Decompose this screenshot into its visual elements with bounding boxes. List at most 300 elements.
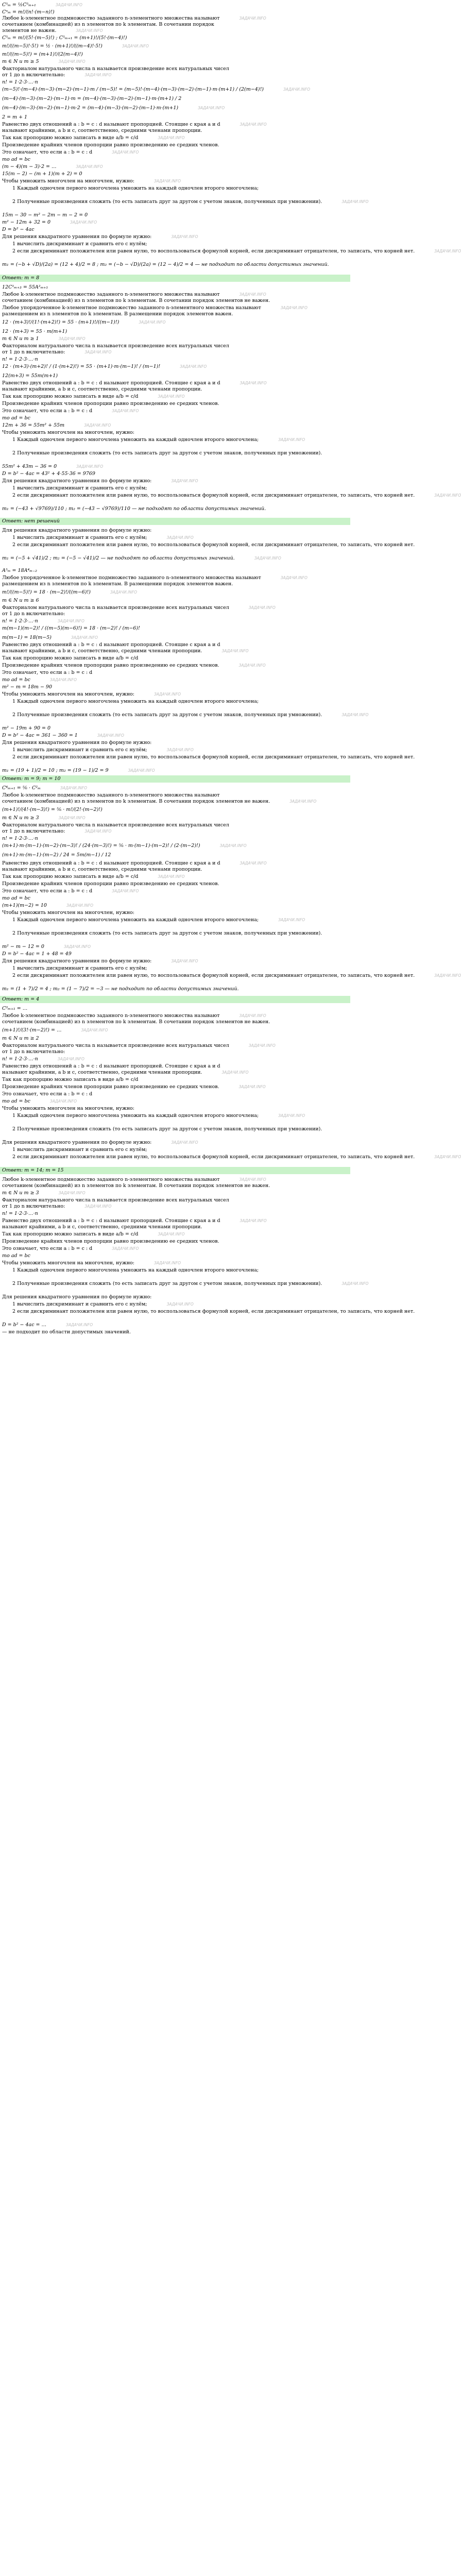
line-text: 1 Каждый одночлен первого многочлена умножить на каждый одночлен второго многочлена; (12, 917, 259, 923)
line-text: то ad = bc (2, 677, 30, 683)
text-line (2, 336, 348, 342)
text-line (2, 733, 348, 739)
text-line (2, 234, 348, 240)
text-line (2, 128, 348, 134)
line-text: 1 Каждый одночлен первого многочлена умножить на каждый одночлен второго многочлена; (12, 699, 259, 704)
text-line (2, 464, 348, 470)
line-text: называют крайними, а b и c, соответственно, средними членами пропорции. (2, 1070, 202, 1075)
text-line (2, 343, 348, 349)
text-line (2, 684, 348, 690)
text-line (2, 87, 348, 93)
text-line (2, 1106, 348, 1112)
line-text: Так как пропорцию можно записать в виде a/b = c/d (2, 135, 139, 141)
line-text: Любое k-элементное подмножество заданного n-элементного множества называют (2, 1013, 220, 1019)
line-text: (m − 4)(m − 3)·2 = … (2, 164, 57, 170)
line-text: 1 Каждый одночлен первого многочлена умножить на каждый одночлен второго многочлена; (12, 1113, 259, 1118)
watermark: ЗАДАЧИ.INFO (180, 364, 207, 369)
line-text: m ∈ N и m ≥ 5 (2, 59, 39, 64)
text-line (2, 394, 348, 400)
text-line (2, 1091, 348, 1097)
line-text: сочетанием (комбинацией) из n элементов по k элементам. В сочетании порядок элементов не важен. (2, 298, 270, 303)
line-text: C⁵ₘ = m!/(5!·(m−5)!) ; C⁵ₘ₊₁ = (m+1)!/(5!·(m−4)!) (2, 35, 127, 41)
line-text: от 1 до n включительно: (2, 349, 65, 355)
line-text: то ad = bc (2, 415, 30, 421)
watermark: ЗАДАЧИ.INFO (434, 1155, 461, 1159)
text-line (2, 364, 348, 370)
line-text: называют крайними, а b и c, соответственно, средними членами пропорции. (2, 867, 202, 872)
line-text: 1 вычислить дискриминант и сравнить его с нулём; (12, 535, 147, 540)
text-line (2, 28, 348, 34)
watermark: ЗАДАЧИ.INFO (240, 1218, 267, 1223)
text-line (2, 142, 348, 148)
line-text: m ∈ N и m ≥ 6 (2, 598, 39, 603)
line-text: размещением из n элементов по k элементам. В размещении порядок элементов важен. (2, 311, 233, 317)
text-line (2, 1218, 348, 1224)
text-line (8, 699, 348, 705)
line-text: — не подходит по области допустимых значений. (2, 1329, 131, 1335)
text-line (2, 555, 348, 562)
text-line (2, 1322, 348, 1328)
watermark: ЗАДАЧИ.INFO (278, 437, 305, 442)
text-line (2, 471, 348, 477)
text-line (2, 43, 348, 49)
text-line (2, 105, 348, 111)
watermark: ЗАДАЧИ.INFO (81, 1028, 108, 1032)
watermark: ЗАДАЧИ.INFO (221, 649, 249, 653)
text-line (2, 298, 348, 304)
text-line (2, 149, 348, 156)
watermark: ЗАДАЧИ.INFO (97, 733, 124, 738)
watermark: ЗАДАЧИ.INFO (49, 677, 77, 682)
line-text: 12(m+3) = 55m(m+1) (2, 373, 58, 379)
line-text: Любое k-элементное подмножество заданного n-элементного множества называют (2, 292, 220, 297)
text-line (2, 262, 348, 268)
line-text: сочетанием (комбинацией) из n элементов по k элементам. В сочетании порядок элементов не важен. (2, 799, 270, 804)
line-text: 2 если дискриминант положителен или равен нулю, то воспользоваться формулой корней, если дискриминант отрицателен, то записать, что корней нет. (12, 754, 415, 760)
line-text: 2 если дискриминант положителен или равен нулю, то воспользоваться формулой корней, если дискриминант отрицателен, то записать, что корней нет. (12, 973, 415, 978)
line-text: 1 вычислить дискриминант и сравнить его с нулём; (12, 485, 147, 491)
text-line (8, 450, 348, 456)
text-line (2, 822, 348, 828)
watermark: ЗАДАЧИ.INFO (84, 829, 112, 834)
line-text: (m−4)·(m−3)·(m−2)·(m−1)·m·2 = (m−4)·(m−3)·(m−2)·(m−1)·m·(m+1) (2, 105, 179, 111)
text-line (2, 357, 348, 363)
line-text: 1 Каждый одночлен первого многочлена умножить на каждый одночлен второго многочлена; (12, 1267, 259, 1273)
watermark: ЗАДАЧИ.INFO (76, 164, 103, 169)
text-line (2, 1019, 348, 1025)
line-text: называют крайними, а b и c, соответственно, средними членами пропорции. (2, 1224, 202, 1230)
text-line (2, 401, 348, 407)
line-text: D = b² − 4ac = 361 − 360 = 1 (2, 733, 78, 738)
line-text: m₁ = (19 + 1)/2 = 10 ; m₂ = (19 − 1)/2 = 9 (2, 768, 109, 773)
answer-line (2, 1167, 348, 1174)
line-text: m₁ = (−43 + √9769)/110 ; m₂ = (−43 − √9769)/110 — не подходят по области допустимых значений. (2, 506, 266, 512)
text-line (8, 754, 415, 760)
line-text: 2 Полученные произведения сложить (то есть записать друг за другом с учетом знаков, полученных при умножении). (12, 712, 322, 718)
text-line (2, 1239, 348, 1245)
watermark: ЗАДАЧИ.INFO (238, 663, 266, 668)
watermark: ЗАДАЧИ.INFO (112, 889, 139, 893)
text-line (2, 867, 348, 873)
line-text: сочетанием (комбинацией) из n элементов по k элементам. В сочетании порядок (2, 22, 214, 27)
text-line (8, 493, 461, 499)
text-line (2, 1204, 348, 1210)
line-text: Произведение крайних членов пропорции равно произведению ее средних членов. (2, 1239, 219, 1244)
text-line (2, 212, 348, 218)
text-line (8, 1154, 461, 1160)
line-text: Любое упорядоченное k-элементное подмножество заданного n-элементного множества называют (2, 575, 261, 581)
line-text: Факториалом натурального числа n называется произведение всех натуральных чисел (2, 605, 229, 611)
text-line (2, 72, 348, 78)
text-line (2, 171, 348, 177)
line-text: 2 = m + 1 (2, 114, 28, 120)
line-text: Это означает, что если a : b = c : d (2, 1091, 93, 1097)
line-text: Так как пропорцию можно записать в виде a/b = c/d (2, 394, 139, 399)
watermark: ЗАДАЧИ.INFO (280, 306, 308, 310)
text-line (2, 1183, 348, 1189)
text-line (2, 284, 348, 291)
text-line (8, 1126, 348, 1132)
text-line (2, 725, 348, 732)
line-text: Равенство двух отношений a : b = c : d называют пропорцией. Стоящие с края a и d (2, 1218, 220, 1224)
text-line (2, 1027, 348, 1033)
text-line (2, 1063, 348, 1070)
line-text: (m−5)!·(m−4)·(m−3)·(m−2)·(m−1)·m / (m−5)! = (m−5)!·(m−4)·(m−3)·(m−2)·(m−1)·m·(m+1) / (2(m−4)!) (2, 87, 264, 92)
watermark: ЗАДАЧИ.INFO (171, 1140, 198, 1145)
answer-line (2, 776, 348, 782)
text-line (2, 422, 348, 429)
line-text: от 1 до n включительно: (2, 828, 65, 834)
text-line (8, 1281, 369, 1287)
line-text: называют крайними, а b и c, соответственно, средними членами пропорции. (2, 648, 202, 654)
watermark: ЗАДАЧИ.INFO (84, 423, 111, 428)
watermark: ЗАДАЧИ.INFO (58, 59, 86, 64)
text-line (2, 663, 348, 669)
line-text: сочетанием (комбинацией) из n элементов по k элементам. В сочетании порядок элементов не важен. (2, 1019, 270, 1025)
line-text: Любое k-элементное подмножество заданного n-элементного множества называют (2, 1177, 220, 1182)
line-text: C³ₘ₊₁ = … (2, 1006, 28, 1011)
text-line (2, 114, 348, 121)
text-line (2, 1043, 348, 1049)
text-line (8, 712, 369, 718)
line-text: D = b² − 4ac = 1 + 48 = 49 (2, 951, 72, 957)
line-text: Факториалом натурального числа n называется произведение всех натуральных чисел (2, 1043, 229, 1048)
line-text: Чтобы умножить многочлен на многочлен, нужно: (2, 910, 134, 916)
text-line (2, 655, 348, 662)
text-line (2, 15, 348, 22)
watermark: ЗАДАЧИ.INFO (342, 1281, 369, 1286)
text-line (2, 944, 348, 950)
line-text: Это означает, что если a : b = c : d (2, 1246, 93, 1251)
line-text: 2 Полученные произведения сложить (то есть записать друг за другом с учетом знаков, полученных при умножении). (12, 199, 322, 205)
text-line (2, 642, 348, 648)
text-line (2, 611, 348, 617)
line-text: Чтобы умножить многочлен на многочлен, нужно: (2, 1260, 134, 1266)
text-line (2, 1070, 348, 1076)
line-text: 12m + 36 = 55m² + 55m (2, 422, 65, 428)
line-text: m(m−1)(m−2)! / ((m−5)(m−6)!) = 18 · (m−2)! / (m−6)! (2, 625, 140, 631)
line-text: Чтобы умножить многочлен на многочлен, нужно: (2, 691, 134, 697)
text-line (2, 79, 348, 86)
line-text: называют крайними, а b и c, соответственно, средними членами пропорции. (2, 386, 202, 392)
text-line (2, 1246, 348, 1252)
line-text: Произведение крайних членов пропорции равно произведению ее средних членов. (2, 663, 219, 668)
watermark: ЗАДАЧИ.INFO (171, 479, 198, 483)
text-line (8, 747, 348, 753)
text-line (2, 1253, 348, 1259)
line-text: Любое k-элементное подмножество заданного n-элементного множества называют (2, 15, 220, 21)
text-line (2, 648, 348, 654)
watermark: ЗАДАЧИ.INFO (57, 619, 84, 623)
text-line (2, 807, 348, 813)
text-line (2, 1140, 348, 1146)
text-line (8, 930, 348, 937)
watermark: ЗАДАЧИ.INFO (342, 199, 369, 204)
line-text: Ответ: нет решений (2, 518, 60, 524)
text-line (8, 973, 461, 979)
text-line (2, 9, 348, 15)
text-line (2, 951, 348, 957)
text-line (8, 1267, 348, 1274)
line-text: то ad = bc (2, 895, 30, 901)
text-line (2, 1056, 348, 1062)
text-line (2, 329, 348, 335)
line-text: D = b² − 4ac (2, 227, 35, 232)
text-line (2, 1036, 348, 1042)
watermark: ЗАДАЧИ.INFO (171, 234, 198, 239)
text-line (8, 535, 348, 541)
line-text: Произведение крайних членов пропорции равно произведению ее средних членов. (2, 401, 219, 406)
text-line (2, 740, 348, 746)
line-text: Ответ: m = 9; m = 10 (2, 776, 61, 782)
watermark: ЗАДАЧИ.INFO (66, 903, 94, 908)
line-text: m₁ = (−b + √D)/(2a) = (12 + 4)/2 = 8 ; m₂ = (−b − √D)/(2a) = (12 − 4)/2 = 4 — не подходит по области допустимых значений. (2, 262, 329, 267)
line-text: Для решения квадратного уравнения по формуле нужно: (2, 1294, 152, 1300)
text-line (8, 965, 348, 972)
text-line (2, 843, 348, 849)
text-line (2, 1013, 348, 1019)
text-line (2, 319, 348, 326)
line-text: Так как пропорцию можно записать в виде a/b = c/d (2, 655, 139, 661)
text-line (2, 958, 348, 964)
text-line (2, 785, 348, 791)
line-text: Так как пропорцию можно записать в виде a/b = c/d (2, 874, 139, 879)
text-line (8, 437, 348, 443)
line-text: Cⁿₘ = m!/(n!·(m−n)!) (2, 9, 55, 15)
watermark: ЗАДАЧИ.INFO (58, 1191, 86, 1195)
watermark: ЗАДАЧИ.INFO (239, 1013, 266, 1018)
watermark: ЗАДАЧИ.INFO (239, 16, 266, 21)
text-line (2, 506, 348, 512)
text-line (2, 768, 348, 774)
line-text: 2 если дискриминант положителен или равен нулю, то воспользоваться формулой корней, если дискриминант отрицателен, то записать, что корней нет. (12, 248, 415, 254)
line-text: то ad = bc (2, 1253, 30, 1259)
text-line (2, 903, 348, 909)
line-text: m² − 12m + 32 = 0 (2, 219, 51, 225)
line-text: 2 Полученные произведения сложить (то есть записать друг за другом с учетом знаков, полученных при умножении). (12, 930, 322, 936)
line-text: Равенство двух отношений a : b = c : d называют пропорцией. Стоящие с края a и d (2, 860, 220, 866)
line-text: 55m² + 43m − 36 = 0 (2, 464, 57, 469)
text-line (2, 691, 348, 698)
line-text: Ответ: m = 8 (2, 275, 40, 281)
line-text: Равенство двух отношений a : b = c : d называют пропорцией. Стоящие с края a и d (2, 642, 220, 648)
text-line (2, 1190, 348, 1196)
line-text: n! = 1·2·3·…·n (2, 357, 38, 362)
watermark: ЗАДАЧИ.INFO (278, 918, 305, 922)
text-line (2, 305, 348, 311)
text-line (8, 542, 415, 548)
line-text: D = b² − 4ac = 43² + 4·55·36 = 9769 (2, 471, 95, 477)
line-text: Так как пропорцию можно записать в виде a/b = c/d (2, 1231, 139, 1237)
line-text: от 1 до n включительно: (2, 1049, 65, 1055)
text-line (8, 185, 348, 192)
text-line (8, 1113, 348, 1119)
watermark: ЗАДАЧИ.INFO (139, 320, 166, 325)
watermark: ЗАДАЧИ.INFO (84, 350, 112, 354)
line-text: D = b² − 4ac = … (2, 1322, 47, 1328)
watermark: ЗАДАЧИ.INFO (280, 575, 308, 580)
watermark: ЗАДАЧИ.INFO (84, 73, 112, 77)
line-text: m ∈ N и m ≥ 3 (2, 815, 39, 821)
line-text: Для решения квадратного уравнения по формуле нужно: (2, 958, 152, 964)
answer-line (2, 518, 348, 524)
line-text: Для решения квадратного уравнения по формуле нужно: (2, 1140, 152, 1145)
text-line (2, 625, 348, 632)
watermark: ЗАДАЧИ.INFO (434, 249, 461, 253)
watermark: ЗАДАЧИ.INFO (248, 1043, 276, 1048)
watermark: ЗАДАЧИ.INFO (248, 605, 276, 610)
line-text: n! = 1·2·3·…·n (2, 836, 38, 841)
line-text: 12 · (m+3) = 55 · m(m+1) (2, 329, 67, 334)
watermark: ЗАДАЧИ.INFO (84, 1204, 112, 1209)
line-text: m² − m = 18m − 90 (2, 684, 53, 690)
line-text: m!/((m−5)!) = (m+1)!/(2(m−4)!) (2, 52, 83, 57)
line-text: 1 вычислить дискриминант и сравнить его с нулём; (12, 965, 147, 971)
line-text: Любое k-элементное подмножество заданного n-элементного множества называют (2, 792, 220, 798)
text-line (2, 1231, 348, 1238)
watermark: ЗАДАЧИ.INFO (60, 786, 88, 790)
line-text: m ∈ N и m ≥ 3 (2, 1190, 39, 1196)
line-text: Произведение крайних членов пропорции равно произведению ее средних членов. (2, 881, 219, 887)
watermark: ЗАДАЧИ.INFO (153, 692, 181, 697)
line-text: n! = 1·2·3·…·n (2, 1056, 38, 1062)
watermark: ЗАДАЧИ.INFO (57, 1057, 84, 1061)
text-line (2, 799, 348, 805)
line-text: Чтобы умножить многочлен на многочлен, нужно: (2, 178, 134, 184)
watermark: ЗАДАЧИ.INFO (342, 713, 369, 717)
text-line (8, 917, 348, 923)
watermark: ЗАДАЧИ.INFO (166, 1302, 194, 1307)
line-text: 1 вычислить дискриминант и сравнить его с нулём; (12, 1147, 147, 1153)
line-text: 2 Полученные произведения сложить (то есть записать друг за другом с учетом знаков, полученных при умножении). (12, 1126, 322, 1132)
watermark: ЗАДАЧИ.INFO (166, 535, 194, 540)
line-text: 15m − 30 − m² − 2m − m − 2 = 0 (2, 212, 88, 218)
line-text: 2 если дискриминант положителен или равен нулю, то воспользоваться формулой корней, если дискриминант отрицателен, то записать, что корней нет. (12, 493, 415, 498)
answer-line (2, 275, 348, 281)
watermark: ЗАДАЧИ.INFO (76, 464, 104, 469)
watermark: ЗАДАЧИ.INFO (240, 381, 267, 385)
text-line (2, 157, 348, 163)
watermark: ЗАДАЧИ.INFO (58, 336, 86, 341)
text-line (2, 122, 348, 128)
text-line (8, 248, 461, 255)
text-line (2, 1098, 348, 1105)
line-text: (m+1)·m·(m−1)·(m−2) / 24 = 5m(m−1) / 12 (2, 852, 111, 858)
text-line (2, 1294, 348, 1300)
text-line (8, 1309, 415, 1315)
watermark: ЗАДАЧИ.INFO (158, 874, 185, 879)
line-text: Факториалом натурального числа n называется произведение всех натуральных чисел (2, 343, 229, 349)
watermark: ЗАДАЧИ.INFO (166, 748, 194, 752)
watermark: ЗАДАЧИ.INFO (55, 3, 82, 7)
watermark: ЗАДАЧИ.INFO (112, 1246, 139, 1251)
line-text: Это означает, что если a : b = c : d (2, 888, 93, 894)
line-text: размещением из n элементов по k элементам. В размещении порядок элементов важен. (2, 581, 233, 587)
line-text: m₁ = (−5 + √41)/2 ; m₂ = (−5 − √41)/2 — не подходят по области допустимых значений. (2, 555, 235, 561)
text-line (2, 1224, 348, 1230)
watermark: ЗАДАЧИ.INFO (221, 1070, 249, 1075)
text-line (2, 1197, 348, 1204)
line-text: 1 Каждый одночлен первого многочлена умножить на каждый одночлен второго многочлена; (12, 437, 259, 443)
watermark: ЗАДАЧИ.INFO (434, 493, 461, 498)
line-text: Ответ: m = 4 (2, 996, 40, 1002)
watermark: ЗАДАЧИ.INFO (158, 1232, 185, 1236)
watermark: ЗАДАЧИ.INFO (171, 959, 198, 963)
watermark: ЗАДАЧИ.INFO (198, 106, 225, 110)
line-text: 1 вычислить дискриминант и сравнить его с нулём; (12, 1301, 147, 1307)
watermark: ЗАДАЧИ.INFO (71, 635, 98, 640)
text-line (2, 575, 348, 581)
text-line (2, 52, 348, 58)
text-line (2, 35, 348, 41)
text-line (2, 66, 348, 72)
line-text: m!/((m−5)!) = 18 · (m−2)!/((m−6)!) (2, 589, 91, 595)
line-text: 2 если дискриминант положителен или равен нулю, то воспользоваться формулой корней, если дискриминант отрицателен, то записать, что корней нет. (12, 1309, 415, 1314)
line-text: m(m−1) = 18(m−5) (2, 635, 52, 640)
line-text: от 1 до n включительно: (2, 72, 65, 78)
text-line (2, 881, 348, 887)
line-text: Это означает, что если a : b = c : d (2, 149, 93, 155)
text-line (2, 670, 348, 676)
text-line (2, 408, 348, 414)
line-text: Ответ: m = 14; m = 15 (2, 1167, 64, 1173)
watermark: ЗАДАЧИ.INFO (158, 135, 185, 140)
line-text: от 1 до n включительно: (2, 611, 65, 617)
line-text: Равенство двух отношений a : b = c : d называют пропорцией. Стоящие с края a и d (2, 122, 220, 127)
line-text: то ad = bc (2, 157, 30, 162)
text-line (2, 910, 348, 916)
text-line (2, 135, 348, 141)
text-line (2, 219, 348, 226)
text-line (2, 568, 348, 574)
text-line (2, 349, 348, 355)
line-text: от 1 до n включительно: (2, 1204, 65, 1209)
text-line (2, 528, 348, 534)
line-text: 2 если дискриминант положителен или равен нулю, то воспользоваться формулой корней, если дискриминант отрицателен, то записать, что корней нет. (12, 1154, 415, 1160)
text-line (2, 1049, 348, 1055)
line-text: 1 вычислить дискриминант и сравнить его с нулём; (12, 747, 147, 753)
line-text: m ∈ N и m ≥ 2 (2, 1036, 39, 1041)
text-line (2, 605, 348, 611)
line-text: Чтобы умножить многочлен на многочлен, нужно: (2, 1106, 134, 1111)
line-text: m² − 19m + 90 = 0 (2, 725, 51, 731)
watermark: ЗАДАЧИ.INFO (289, 799, 317, 804)
text-line (2, 373, 348, 379)
text-line (2, 635, 348, 641)
text-line (2, 22, 348, 28)
text-line (8, 241, 348, 247)
text-line (2, 415, 348, 421)
